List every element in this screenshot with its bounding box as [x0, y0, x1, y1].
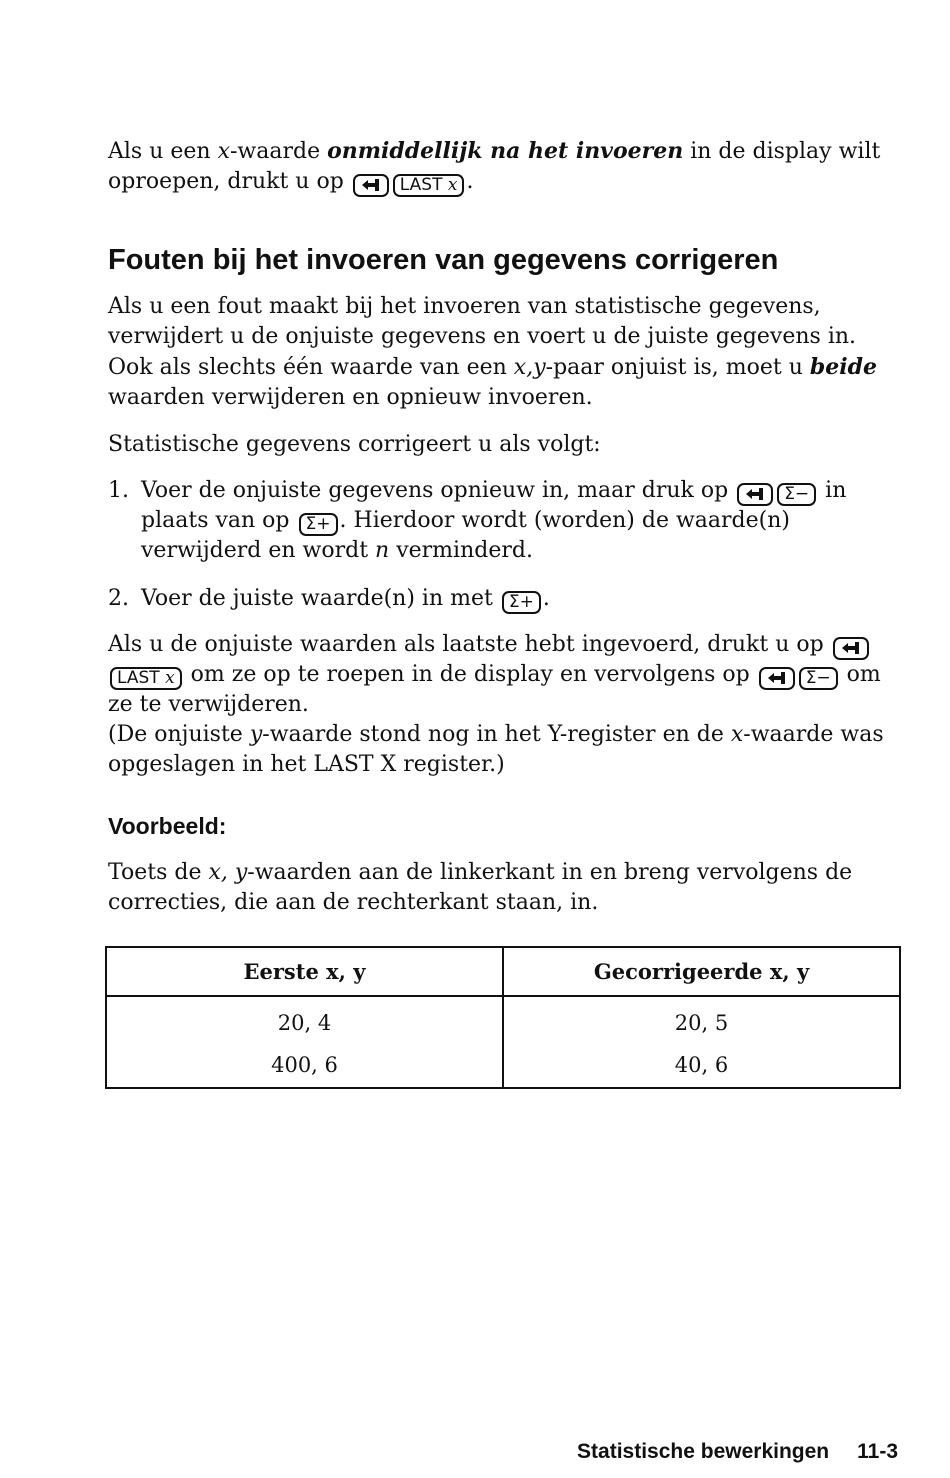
list-item-2 — [108, 584, 898, 614]
list-item-1 — [108, 476, 898, 566]
step-1-text-4: verminderd. — [389, 538, 533, 563]
left-shift-arrow-icon — [744, 487, 766, 501]
last-x-key-label: LAST — [117, 668, 166, 688]
left-shift-arrow-icon — [360, 178, 382, 192]
left-shift-arrow-icon — [840, 641, 862, 655]
table-header-corrected: Gecorrigeerde x, y — [503, 947, 900, 996]
intro-paragraph — [108, 136, 898, 197]
correction-table — [105, 946, 901, 1089]
list-item-1-text — [141, 476, 898, 566]
intro-text-2: -waarde — [230, 139, 328, 164]
step-1-text-1: Voer de onjuiste gegevens opnieuw in, maar druk op — [141, 478, 736, 503]
sigma-plus-key: Σ+ — [502, 591, 541, 614]
paragraph-3-var-y: y — [249, 722, 263, 747]
example-text-2: -waarden aan de linkerkant in en breng vervolgens de correcties, die aan de rechterkant staan, in. — [108, 860, 853, 915]
list-number: 2. — [108, 586, 129, 611]
example-var-xy: x, y — [208, 860, 248, 885]
paragraph-1-var-xy: x,y — [513, 355, 546, 380]
step-2-text-1: Voer de juiste waarde(n) in met — [141, 586, 500, 611]
paragraph-3-text-6: -waarde was opgeslagen in het LAST X register.) — [108, 722, 884, 777]
paragraph-1-emphasis: beide — [809, 354, 878, 380]
step-1-text-2: in plaats van op — [141, 478, 847, 533]
last-x-key-var: x — [447, 175, 458, 195]
last-x-key-var: x — [165, 668, 175, 688]
shift-key-icon — [833, 637, 869, 660]
example-heading: Voorbeeld: — [108, 813, 227, 839]
section-heading: Fouten bij het invoeren van gegevens corrigeren — [108, 244, 779, 276]
sigma-minus-key: Σ− — [799, 667, 838, 690]
paragraph-3-var-x: x — [730, 722, 744, 747]
step-2-text-2: . — [542, 586, 550, 611]
paragraph-1-text-3: waarden verwijderen en opnieuw invoeren. — [108, 385, 593, 410]
table-cell: 400, 6 — [106, 1043, 503, 1088]
sigma-plus-key: Σ+ — [299, 513, 338, 536]
last-x-key — [393, 174, 465, 197]
paragraph-3-text-2: om ze op te roepen in de display en vervolgens op — [183, 662, 757, 687]
paragraph-2: Statistische gegevens corrigeert u als volgt: — [108, 432, 601, 457]
intro-text-1: Als u een — [108, 139, 218, 164]
paragraph-3-text-4: (De onjuiste — [108, 722, 250, 747]
table-header-row — [106, 947, 900, 996]
paragraph-1-text-2: -paar onjuist is, moet u — [545, 355, 810, 380]
left-shift-arrow-icon — [766, 671, 788, 685]
last-x-key — [110, 667, 182, 690]
footer-section-title: Statistische bewerkingen — [577, 1440, 830, 1463]
shift-key-icon — [737, 483, 773, 506]
example-paragraph — [108, 858, 898, 918]
step-1-text-3: . Hierdoor wordt (worden) de waarde(n) verwijderd en wordt — [141, 508, 790, 563]
table-cell: 40, 6 — [503, 1043, 900, 1088]
paragraph-3-text-3: om ze te verwijderen. — [108, 662, 881, 717]
intro-text-3: in de display wilt oproepen, drukt u op — [108, 139, 881, 194]
paragraph-3-text-5: -waarde stond nog in het Y-register en de — [262, 722, 731, 747]
footer-page-number: 11-3 — [857, 1440, 898, 1463]
sigma-minus-key: Σ− — [777, 483, 816, 506]
paragraph-3 — [108, 630, 898, 780]
table-cell: 20, 5 — [503, 996, 900, 1043]
shift-key-icon — [759, 667, 795, 690]
list-item-2-text — [141, 584, 898, 614]
page-footer — [577, 1440, 898, 1464]
table-row — [106, 1043, 900, 1088]
example-text-1: Toets de — [108, 860, 209, 885]
intro-end: . — [466, 169, 474, 194]
paragraph-1 — [108, 292, 898, 413]
table-header-first: Eerste x, y — [106, 947, 503, 996]
shift-key-icon — [353, 174, 389, 197]
table-cell: 20, 4 — [106, 996, 503, 1043]
step-1-var-n: n — [375, 538, 390, 563]
paragraph-3-text-1: Als u de onjuiste waarden als laatste hebt ingevoerd, drukt u op — [108, 632, 831, 657]
intro-var-x: x — [217, 139, 230, 164]
intro-emphasis: onmiddellijk na het invoeren — [327, 138, 684, 164]
list-number: 1. — [108, 478, 129, 503]
last-x-key-label: LAST — [399, 175, 448, 195]
paragraph-1-text-1: Als u een fout maakt bij het invoeren van statistische gegevens, verwijdert u de onjuiste gegevens en voert u de juiste gegevens in. Ook als slechts één waarde van een — [108, 294, 857, 380]
table-row — [106, 996, 900, 1043]
